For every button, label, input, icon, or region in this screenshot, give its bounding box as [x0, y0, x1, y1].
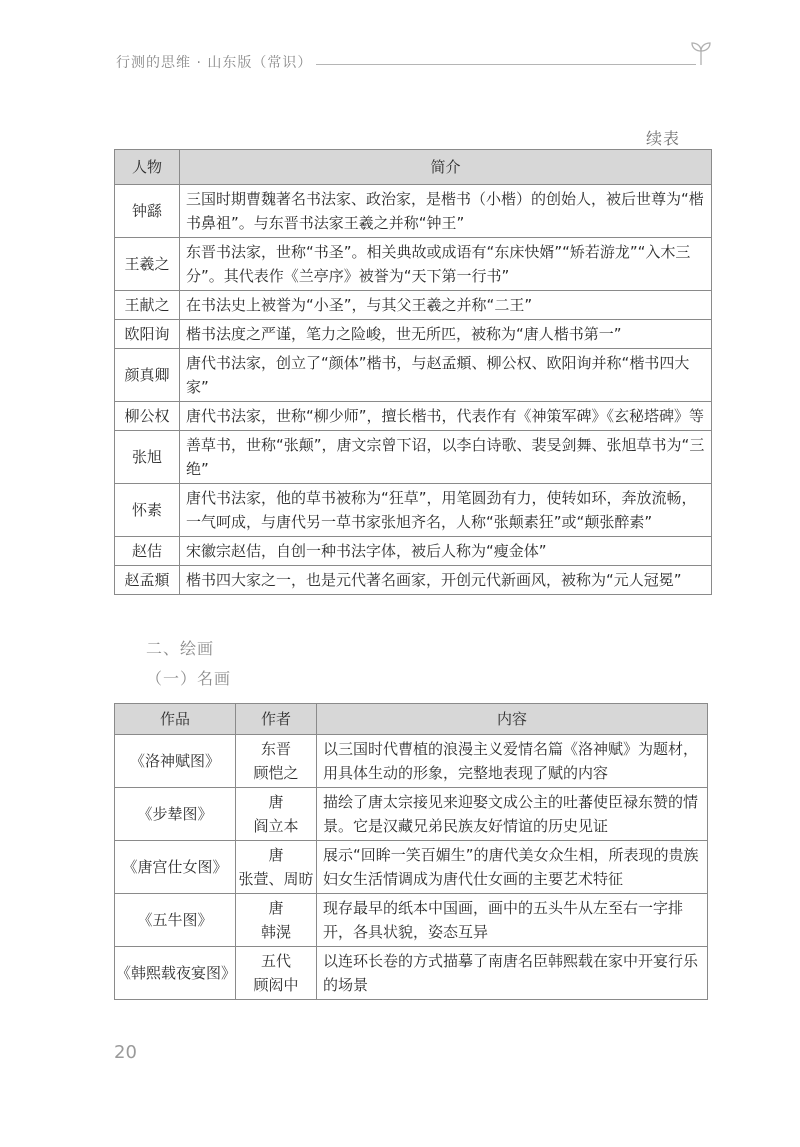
painting-table [114, 703, 708, 1000]
subsection-title: （一）名画 [146, 669, 232, 688]
person-intro: 东晋书法家，世称“书圣”。相关典故或成语有“东床快婿”“矫若游龙”“入木三分”。其代表作《兰亭序》被誉为“天下第一行书” [180, 238, 712, 291]
work-content: 展示“回眸一笑百媚生”的唐代美女众生相，所表现的贵族妇女生活情调成为唐代仕女画的主要艺术特征 [317, 841, 708, 894]
work-title: 《韩熙载夜宴图》 [115, 947, 236, 1000]
person-name: 柳公权 [115, 402, 180, 431]
dynasty: 东晋 [260, 740, 291, 758]
book-title: 行测的思维 · 山东版（常识） [116, 55, 313, 71]
table-header-row [115, 704, 708, 735]
work-title: 《五牛图》 [115, 894, 236, 947]
person-intro: 唐代书法家，世称“柳少师”，擅长楷书，代表作有《神策军碑》《玄秘塔碑》等 [180, 402, 712, 431]
author-name: 顾闳中 [253, 976, 299, 994]
table-header-row [115, 150, 712, 185]
work-content: 以三国时代曹植的浪漫主义爱情名篇《洛神赋》为题材，用具体生动的形象，完整地表现了赋的内容 [317, 735, 708, 788]
author-name: 张萱、周昉 [238, 870, 314, 888]
table-row [115, 735, 708, 788]
table-row [115, 788, 708, 841]
person-name: 赵佶 [115, 537, 180, 566]
header-person: 人物 [115, 150, 180, 185]
work-content: 以连环长卷的方式描摹了南唐名臣韩熙载在家中开宴行乐的场景 [317, 947, 708, 1000]
work-title: 《步辇图》 [115, 788, 236, 841]
work-author [236, 788, 317, 841]
table-row [115, 238, 712, 291]
table-row [115, 431, 712, 484]
table-row [115, 185, 712, 238]
person-name: 钟繇 [115, 185, 180, 238]
table-row [115, 566, 712, 595]
work-title: 《洛神赋图》 [115, 735, 236, 788]
person-name: 张旭 [115, 431, 180, 484]
author-name: 顾恺之 [253, 764, 299, 782]
work-content: 描绘了唐太宗接见来迎娶文成公主的吐蕃使臣禄东赞的情景。它是汉藏兄弟民族友好情谊的历史见证 [317, 788, 708, 841]
header-intro: 简介 [180, 150, 712, 185]
person-intro: 善草书，世称“张颠”，唐文宗曾下诏，以李白诗歌、裴旻剑舞、张旭草书为“三绝” [180, 431, 712, 484]
person-intro: 唐代书法家，创立了“颜体”楷书，与赵孟頫、柳公权、欧阳询并称“楷书四大家” [180, 349, 712, 402]
dynasty: 五代 [260, 952, 291, 970]
table-row [115, 894, 708, 947]
table-row [115, 537, 712, 566]
page-header [116, 52, 712, 76]
table-row [115, 349, 712, 402]
page-number: 20 [114, 1042, 137, 1063]
author-name: 韩滉 [260, 923, 291, 941]
header-author: 作者 [236, 704, 317, 735]
calligrapher-table [114, 149, 712, 595]
table-row [115, 320, 712, 349]
section-title: 二、绘画 [146, 639, 215, 658]
author-name: 阎立本 [253, 817, 299, 835]
person-name: 王献之 [115, 291, 180, 320]
person-name: 欧阳询 [115, 320, 180, 349]
continued-label: 续表 [645, 129, 680, 148]
work-author [236, 735, 317, 788]
person-intro: 唐代书法家，他的草书被称为“狂草”，用笔圆劲有力，使转如环，奔放流畅，一气呵成，与唐代另一草书家张旭齐名，人称“张颠素狂”或“颠张醉素” [180, 484, 712, 537]
sprout-icon [690, 40, 712, 66]
table-row [115, 841, 708, 894]
work-author [236, 841, 317, 894]
table-row [115, 484, 712, 537]
person-name: 颜真卿 [115, 349, 180, 402]
work-author [236, 947, 317, 1000]
table-row [115, 291, 712, 320]
dynasty: 唐 [268, 899, 284, 917]
work-author [236, 894, 317, 947]
person-name: 赵孟頫 [115, 566, 180, 595]
person-intro: 在书法史上被誉为“小圣”，与其父王羲之并称“二王” [180, 291, 712, 320]
person-intro: 楷书四大家之一，也是元代著名画家，开创元代新画风，被称为“元人冠冕” [180, 566, 712, 595]
header-content: 内容 [317, 704, 708, 735]
work-content: 现存最早的纸本中国画，画中的五头牛从左至右一字排开，各具状貌，姿态互异 [317, 894, 708, 947]
person-intro: 宋徽宗赵佶，自创一种书法字体，被后人称为“瘦金体” [180, 537, 712, 566]
person-name: 王羲之 [115, 238, 180, 291]
header-work: 作品 [115, 704, 236, 735]
person-intro: 三国时期曹魏著名书法家、政治家，是楷书（小楷）的创始人，被后世尊为“楷书鼻祖”。与东晋书法家王羲之并称“钟王” [180, 185, 712, 238]
header-rule [316, 64, 696, 65]
dynasty: 唐 [268, 793, 284, 811]
work-title: 《唐宫仕女图》 [115, 841, 236, 894]
table-row [115, 402, 712, 431]
dynasty: 唐 [268, 846, 284, 864]
person-name: 怀素 [115, 484, 180, 537]
person-intro: 楷书法度之严谨，笔力之险峻，世无所匹，被称为“唐人楷书第一” [180, 320, 712, 349]
table-row [115, 947, 708, 1000]
